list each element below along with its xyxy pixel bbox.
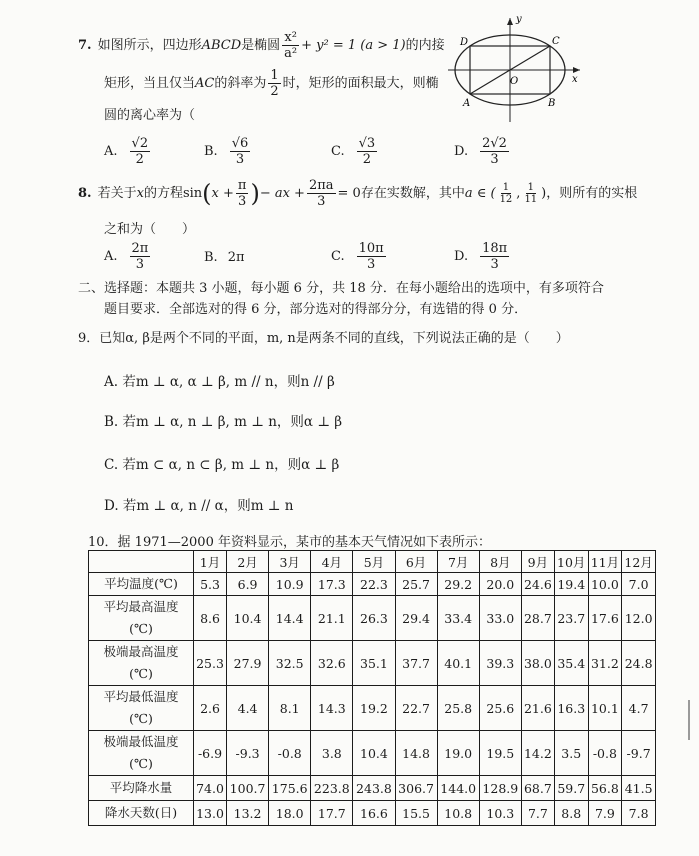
table-cell: 10.0 (588, 573, 622, 596)
scan-edge-mark (688, 700, 690, 740)
paren-close: ) (250, 179, 260, 208)
q8-text: ，则所有的实根 (546, 186, 638, 201)
table-row (89, 686, 656, 731)
month-header: 2月 (227, 551, 269, 573)
table-cell: 20.0 (479, 573, 521, 596)
label-c: C (552, 36, 560, 47)
table-cell: 15.5 (395, 801, 437, 826)
table-cell: 223.8 (311, 776, 353, 801)
option-label: A. (104, 249, 118, 264)
table-cell: 33.4 (437, 596, 479, 641)
frac-den: 3 (235, 152, 245, 167)
option-value: 2π (227, 250, 245, 265)
q7-text: 矩形，当且仅当 (104, 76, 196, 91)
frac-num: 2√2 (482, 136, 507, 151)
row-header-part: 降水天数(日) (104, 805, 178, 820)
label-o: O (510, 76, 519, 87)
table-row (89, 573, 656, 596)
table-cell: 100.7 (227, 776, 269, 801)
label-b: B (548, 98, 556, 109)
q8-inner: x + (211, 186, 234, 201)
row-header-part: (℃) (129, 621, 153, 636)
table-cell: -9.7 (622, 731, 656, 776)
weather-table-body (89, 551, 656, 826)
option-frac (480, 136, 509, 167)
q8-r2-frac (522, 182, 539, 205)
q8-option-d[interactable] (454, 241, 511, 272)
table-cell: 39.3 (479, 641, 521, 686)
frac-num: 10π (358, 241, 384, 256)
table-cell: 19.0 (437, 731, 479, 776)
q8-a-in: a ∈ ( (464, 186, 496, 201)
table-cell: 29.4 (395, 596, 437, 641)
table-corner-cell (89, 551, 194, 573)
q8-line2: 之和为（ ） (104, 222, 196, 237)
table-cell: 24.6 (521, 573, 554, 596)
frac-den: 3 (238, 194, 247, 209)
option-label: C. (331, 249, 345, 264)
table-cell: 14.8 (395, 731, 437, 776)
table-cell: 41.5 (622, 776, 656, 801)
row-header-part: 平均降水量 (109, 780, 173, 795)
table-cell: -6.9 (194, 731, 227, 776)
table-cell: 3.8 (311, 731, 353, 776)
x-axis-arrow (573, 67, 580, 73)
table-cell: 31.2 (588, 641, 622, 686)
table-cell: 17.7 (311, 801, 353, 826)
row-header-part: (℃) (129, 666, 153, 681)
q8-eq: = 0 (337, 186, 361, 201)
row-header-part: (℃) (129, 711, 153, 726)
q8-line1 (78, 178, 637, 209)
q7-ellipse-rest: + y² = 1 (a > 1) (301, 38, 406, 53)
q7-option-a[interactable] (104, 136, 152, 167)
table-cell: 32.5 (269, 641, 311, 686)
table-cell: 17.3 (311, 573, 353, 596)
q7-text: 时，矩形的面积最大，则椭 (282, 76, 439, 91)
q8-sin: sin (182, 186, 203, 201)
q9-option-c[interactable]: C. 若m ⊂ α, n ⊂ β, m ⊥ n，则α ⊥ β (104, 457, 340, 473)
frac-num: 2π (131, 241, 149, 256)
month-header: 8月 (479, 551, 521, 573)
q7-line1 (78, 30, 445, 61)
q9-option-a[interactable]: A. 若m ⊥ α, α ⊥ β, m // n，则n // β (104, 374, 335, 390)
q7-quad-name: ABCD (201, 38, 242, 53)
q7-text: 的斜率为 (214, 76, 267, 91)
option-label: D. (454, 144, 469, 159)
table-cell: 21.6 (521, 686, 554, 731)
table-cell: 243.8 (353, 776, 395, 801)
table-cell: 175.6 (269, 776, 311, 801)
q7-text: 如图所示，四边形 (97, 38, 202, 53)
table-cell: 21.1 (311, 596, 353, 641)
table-cell: 19.2 (353, 686, 395, 731)
frac-den: 12 (499, 194, 513, 205)
ellipse-figure (448, 12, 583, 122)
frac-den: 2 (362, 152, 372, 167)
table-cell: 10.8 (437, 801, 479, 826)
q10-stem: 10．据 1971—2000 年资料显示，某市的基本天气情况如下表所示： (88, 535, 491, 550)
q8-2pia-frac (307, 178, 336, 209)
table-cell: 5.3 (194, 573, 227, 596)
section2-instructions (78, 278, 638, 320)
table-cell: 40.1 (437, 641, 479, 686)
q8-minus-ax: − ax + (259, 186, 305, 201)
table-cell: 22.7 (395, 686, 437, 731)
frac-den: 11 (524, 194, 538, 205)
table-cell: 144.0 (437, 776, 479, 801)
table-cell: 26.3 (353, 596, 395, 641)
table-cell: 8.1 (269, 686, 311, 731)
table-header-row (89, 551, 656, 573)
month-header: 11月 (588, 551, 622, 573)
q7-number: 7. (78, 38, 92, 53)
frac-den: 3 (367, 257, 376, 272)
table-cell: 33.0 (479, 596, 521, 641)
table-cell: 7.7 (521, 801, 554, 826)
section2-line2: 题目要求．全部选对的得 6 分，部分选对的得部分分，有选错的得 0 分． (104, 302, 528, 317)
weather-table (88, 550, 656, 826)
table-row (89, 731, 656, 776)
row-header-part: 极端最低温度 (103, 734, 179, 749)
q8-number: 8. (78, 186, 92, 201)
table-cell: 29.2 (437, 573, 479, 596)
table-cell: 19.4 (554, 573, 588, 596)
month-header: 12月 (622, 551, 656, 573)
table-cell: 10.4 (227, 596, 269, 641)
table-cell: 16.6 (353, 801, 395, 826)
table-cell: 14.4 (269, 596, 311, 641)
option-frac (357, 136, 378, 167)
q7-ac: AC (195, 76, 215, 91)
option-label: C. (331, 144, 345, 159)
table-row (89, 596, 656, 641)
table-row (89, 776, 656, 801)
table-cell: 25.3 (194, 641, 227, 686)
option-frac (130, 241, 151, 272)
table-cell: 16.3 (554, 686, 588, 731)
table-cell: 128.9 (479, 776, 521, 801)
table-cell: 19.5 (479, 731, 521, 776)
row-header (89, 731, 194, 776)
q7-text: 是椭圆 (241, 38, 281, 53)
table-cell: 12.0 (622, 596, 656, 641)
table-cell: 7.0 (622, 573, 656, 596)
table-cell: 35.1 (353, 641, 395, 686)
row-header (89, 686, 194, 731)
q7-option-d[interactable] (454, 136, 511, 167)
table-cell: 27.9 (227, 641, 269, 686)
table-cell: 13.2 (227, 801, 269, 826)
q8-comma: , (516, 186, 521, 201)
frac-den: 3 (317, 194, 326, 209)
frac-den: 3 (490, 257, 499, 272)
month-header: 7月 (437, 551, 479, 573)
frac-num: x² (284, 30, 297, 45)
row-header-part: 极端最高温度 (103, 644, 179, 659)
table-cell: 4.4 (227, 686, 269, 731)
month-header: 3月 (269, 551, 311, 573)
table-cell: 10.3 (479, 801, 521, 826)
table-cell: 25.6 (479, 686, 521, 731)
table-cell: -9.3 (227, 731, 269, 776)
table-cell: 14.3 (311, 686, 353, 731)
q8-option-c[interactable] (331, 241, 388, 272)
table-cell: 6.9 (227, 573, 269, 596)
table-cell: 22.3 (353, 573, 395, 596)
section2-line1: 二、选择题：本题共 3 小题，每小题 6 分，共 18 分．在每小题给出的选项中，有多项符合 (78, 281, 604, 296)
table-cell: -0.8 (269, 731, 311, 776)
table-cell: 14.2 (521, 731, 554, 776)
table-cell: -0.8 (588, 731, 622, 776)
option-label: D. (454, 249, 469, 264)
q7-line2 (104, 68, 439, 99)
table-cell: 28.7 (521, 596, 554, 641)
frac-num: 1 (270, 68, 279, 83)
row-header-part: 平均最低温度 (103, 689, 179, 704)
table-cell: 7.9 (588, 801, 622, 826)
q7-ellipse-frac (282, 30, 299, 61)
row-header-part: 平均温度(℃) (104, 576, 178, 591)
table-cell: 37.7 (395, 641, 437, 686)
q8-option-b[interactable] (204, 250, 245, 265)
table-cell: 8.6 (194, 596, 227, 641)
table-row (89, 641, 656, 686)
table-cell: 38.0 (521, 641, 554, 686)
q7-line3: 圆的离心率为（ (104, 108, 196, 123)
table-cell: 59.7 (554, 776, 588, 801)
frac-num: 18π (482, 241, 508, 256)
frac-den: 3 (490, 152, 499, 167)
q9-stem: 9．已知α, β是两个不同的平面，m, n是两条不同的直线，下列说法正确的是（ ） (78, 331, 569, 346)
table-cell: 18.0 (269, 801, 311, 826)
frac-den: 2 (135, 152, 144, 167)
month-header: 1月 (194, 551, 227, 573)
month-header: 9月 (521, 551, 554, 573)
frac-num: 1 (502, 182, 510, 193)
month-header: 10月 (554, 551, 588, 573)
frac-den: 2 (270, 84, 279, 99)
frac-num: √3 (358, 136, 376, 151)
q9-option-b[interactable]: B. 若m ⊥ α, n ⊥ β, m ⊥ n，则α ⊥ β (104, 414, 343, 430)
option-label: B. (204, 144, 218, 159)
table-cell: 10.9 (269, 573, 311, 596)
table-cell: 32.6 (311, 641, 353, 686)
q8-pi-frac (236, 178, 249, 209)
frac-num: π (237, 178, 247, 193)
table-cell: 10.1 (588, 686, 622, 731)
q7-slope-frac (268, 68, 280, 99)
table-cell: 3.5 (554, 731, 588, 776)
frac-den: 3 (135, 257, 145, 272)
month-header: 4月 (311, 551, 353, 573)
q8-r1-frac (498, 182, 515, 205)
row-header (89, 641, 194, 686)
q8-text: 若关于 (97, 186, 137, 201)
q7-option-b[interactable] (204, 136, 252, 167)
table-row (89, 801, 656, 826)
table-cell: 68.7 (521, 776, 554, 801)
table-cell: 8.8 (554, 801, 588, 826)
frac-num: 2πa (308, 178, 334, 193)
month-header: 5月 (353, 551, 395, 573)
table-cell: 25.7 (395, 573, 437, 596)
row-header (89, 776, 194, 801)
label-x: x (572, 74, 578, 85)
table-cell: 23.7 (554, 596, 588, 641)
row-header-part: (℃) (129, 756, 153, 771)
table-cell: 306.7 (395, 776, 437, 801)
option-label: B. (204, 250, 218, 265)
table-cell: 10.4 (353, 731, 395, 776)
frac-den: a² (284, 46, 298, 61)
table-cell: 4.7 (622, 686, 656, 731)
row-header (89, 573, 194, 596)
row-header (89, 596, 194, 641)
q9-option-d[interactable]: D. 若m ⊥ α, n // α，则m ⊥ n (104, 498, 294, 514)
option-frac (357, 241, 386, 272)
frac-num: 1 (527, 182, 534, 193)
y-axis-arrow (507, 18, 513, 25)
paren-open: ( (202, 179, 212, 208)
q8-option-a[interactable] (104, 241, 152, 272)
table-cell: 35.4 (554, 641, 588, 686)
table-cell: 24.8 (622, 641, 656, 686)
frac-num: √2 (131, 136, 149, 151)
q7-text: 的内接 (405, 38, 445, 53)
table-cell: 17.6 (588, 596, 622, 641)
month-header: 6月 (395, 551, 437, 573)
option-label: A. (104, 144, 118, 159)
row-header-part: 平均最高温度 (103, 599, 179, 614)
table-cell: 56.8 (588, 776, 622, 801)
label-y: y (516, 14, 522, 25)
q8-text: 的方程 (143, 186, 183, 201)
q8-close: ) (541, 186, 547, 201)
q8-var: x (136, 186, 144, 201)
label-d: D (460, 37, 469, 48)
label-a: A (463, 98, 471, 109)
table-cell: 13.0 (194, 801, 227, 826)
table-cell: 25.8 (437, 686, 479, 731)
option-frac (130, 136, 151, 167)
option-frac (230, 136, 251, 167)
row-header (89, 801, 194, 826)
table-cell: 74.0 (194, 776, 227, 801)
q8-text: 存在实数解，其中 (360, 186, 465, 201)
table-cell: 2.6 (194, 686, 227, 731)
table-cell: 7.8 (622, 801, 656, 826)
frac-num: √6 (231, 136, 249, 151)
option-frac (480, 241, 509, 272)
q7-option-c[interactable] (331, 136, 379, 167)
